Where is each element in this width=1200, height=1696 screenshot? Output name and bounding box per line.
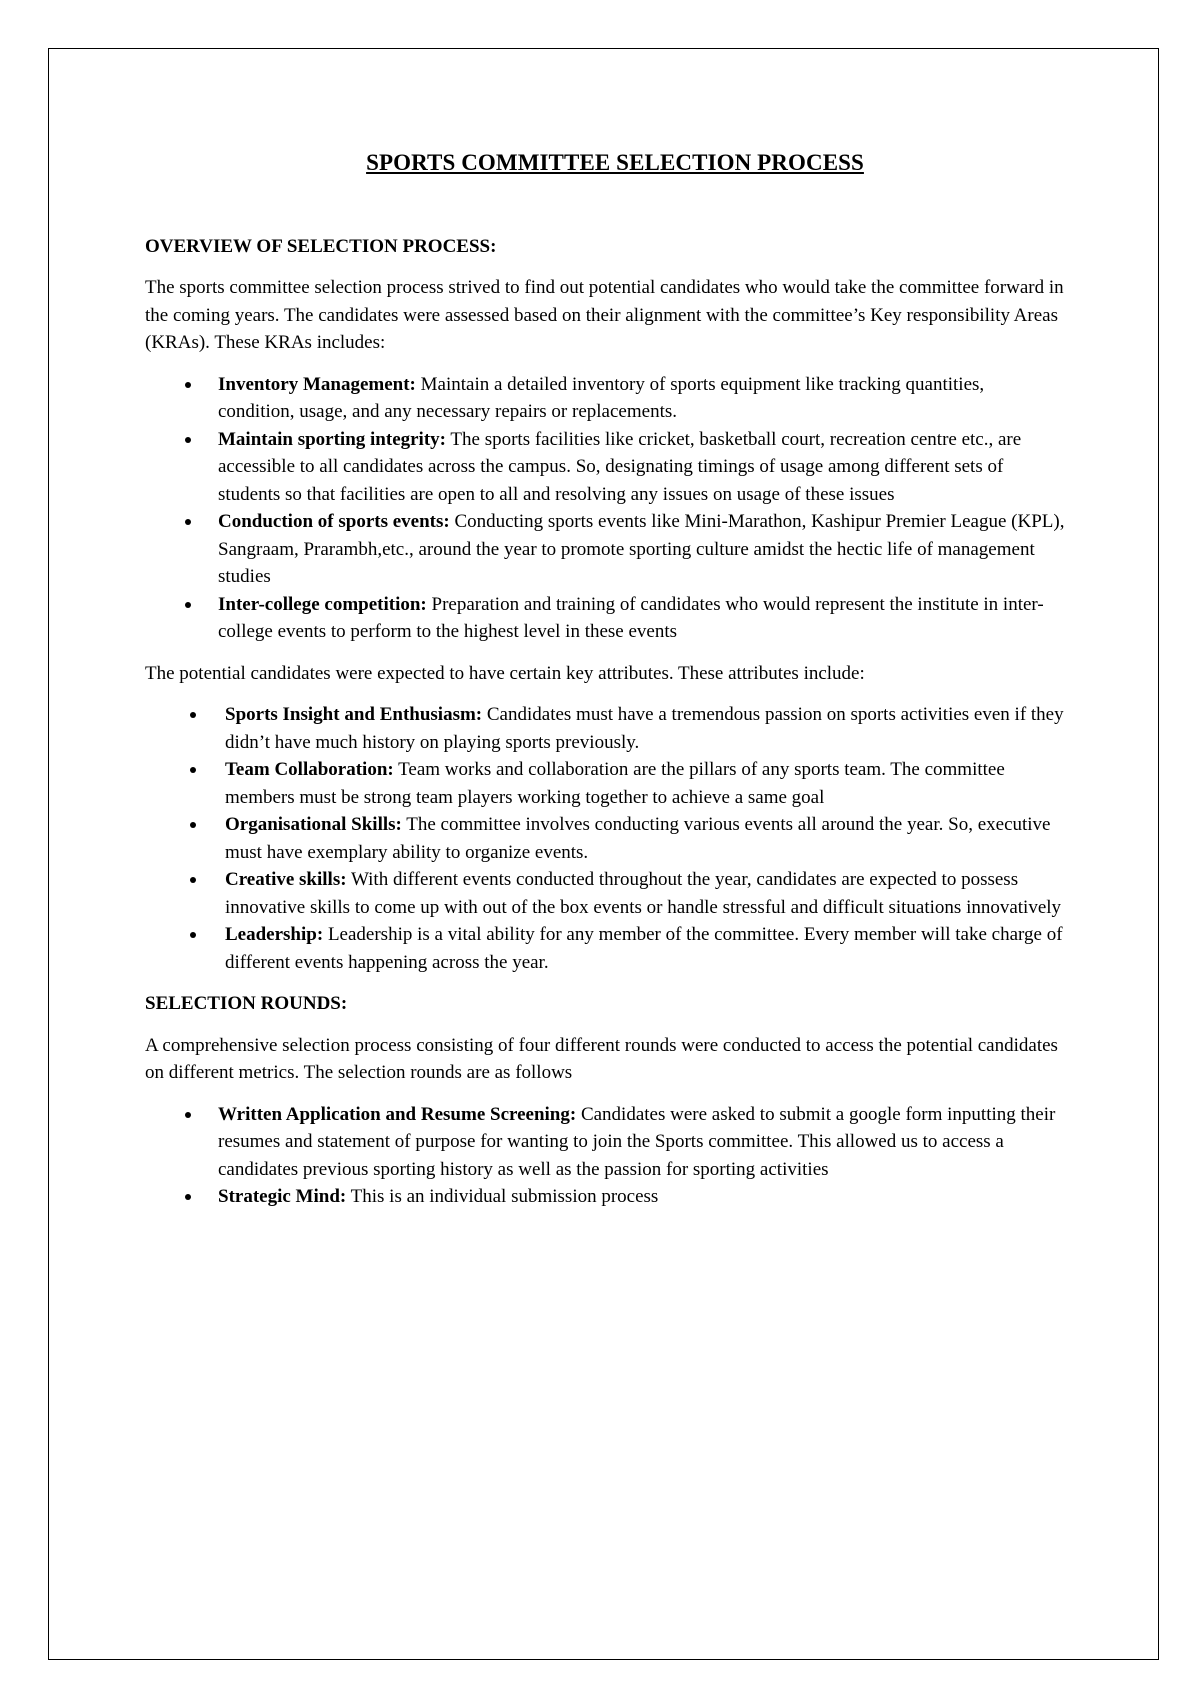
kra-list [145,371,1065,646]
kra-label: Conduction of sports events: [218,511,450,532]
bullet-icon [185,519,191,525]
attribute-label: Team Collaboration: [225,759,394,780]
attribute-item [145,811,1065,866]
attribute-item [145,866,1065,921]
bullet-icon [185,437,191,443]
document-body [145,140,1065,1211]
selection-rounds-intro: A comprehensive selection process consisting of four different rounds were conducted to access the potential candidates on different metrics. The selection rounds are as follows [145,1034,1058,1083]
kra-text: The sports facilities like cricket, basketball court, recreation centre etc., are accessible to all candidates across the campus. So, designating timings of usage among different sets of students so that facilities are open to all and resolving any issues on usage of these issues [218,428,1022,505]
kra-item [145,508,1065,591]
bullet-icon [185,382,191,388]
attribute-list [145,701,1065,976]
attribute-text: Leadership is a vital ability for any member of the committee. Every member will take charge of different events happening across the year. [225,924,1063,973]
round-label: Strategic Mind: [218,1186,347,1207]
overview-heading: OVERVIEW OF SELECTION PROCESS: [145,235,497,257]
kra-item [145,371,1065,426]
kra-text: Preparation and training of candidates who would represent the institute in inter-college events to perform to the highest level in these events [218,593,1044,642]
kra-text: Conducting sports events like Mini-Marathon, Kashipur Premier League (KPL), Sangraam, Prarambh,etc., around the year to promote sporting culture amidst the hectic life of management studies [218,511,1065,587]
bullet-icon [190,877,196,883]
round-item [145,1183,1065,1211]
attribute-label: Organisational Skills: [225,814,402,835]
bullet-icon [185,1194,191,1200]
rounds-list [145,1101,1065,1211]
round-item [145,1101,1065,1184]
attribute-label: Leadership: [225,924,324,945]
attribute-item [145,756,1065,811]
bullet-icon [190,822,196,828]
attribute-label: Creative skills: [225,869,347,890]
attribute-text: With different events conducted throughout the year, candidates are expected to possess innovative skills to come up with out of the box events or handle stressful and difficult situations innovatively [225,869,1062,918]
attribute-item [145,701,1065,756]
round-text: This is an individual submission process [346,1186,659,1207]
bullet-icon [190,712,196,718]
selection-rounds-heading: SELECTION ROUNDS: [145,993,348,1014]
bullet-icon [190,932,196,938]
attributes-intro: The potential candidates were expected to have certain key attributes. These attributes include: [145,662,865,684]
kra-label: Inventory Management: [218,373,416,395]
kra-text: Maintain a detailed inventory of sports equipment like tracking quantities, condition, usage, and any necessary repairs or replacements. [218,373,985,422]
bullet-icon [185,602,191,608]
round-text: Candidates were asked to submit a google form inputting their resumes and statement of purpose for wanting to join the Sports committee. This allowed us to access a candidates previous sporting history as well as the passion for sporting activities [218,1103,1056,1180]
overview-intro: The sports committee selection process strived to find out potential candidates who would take the committee forward in the coming years. The candidates were assessed based on their alignment with the committee’s Key responsibility Areas (KRAs). These KRAs includes: [145,277,1064,353]
kra-label: Inter-college competition: [218,593,427,615]
attribute-text: Team works and collaboration are the pillars of any sports team. The committee members must be strong team players working together to achieve a same goal [225,759,1005,808]
kra-label: Maintain sporting integrity: [218,428,446,450]
round-label: Written Application and Resume Screening: [218,1103,577,1125]
bullet-icon [185,1112,191,1118]
attribute-label: Sports Insight and Enthusiasm: [225,704,483,725]
document-title: SPORTS COMMITTEE SELECTION PROCESS [366,150,864,175]
kra-item [145,426,1065,509]
attribute-item [145,921,1065,976]
attribute-text: The committee involves conducting various events all around the year. So, executive must have exemplary ability to organize events. [225,814,1051,863]
attribute-text: Candidates must have a tremendous passion on sports activities even if they didn’t have much history on playing sports previously. [225,704,1064,753]
bullet-icon [190,767,196,773]
kra-item [145,591,1065,646]
